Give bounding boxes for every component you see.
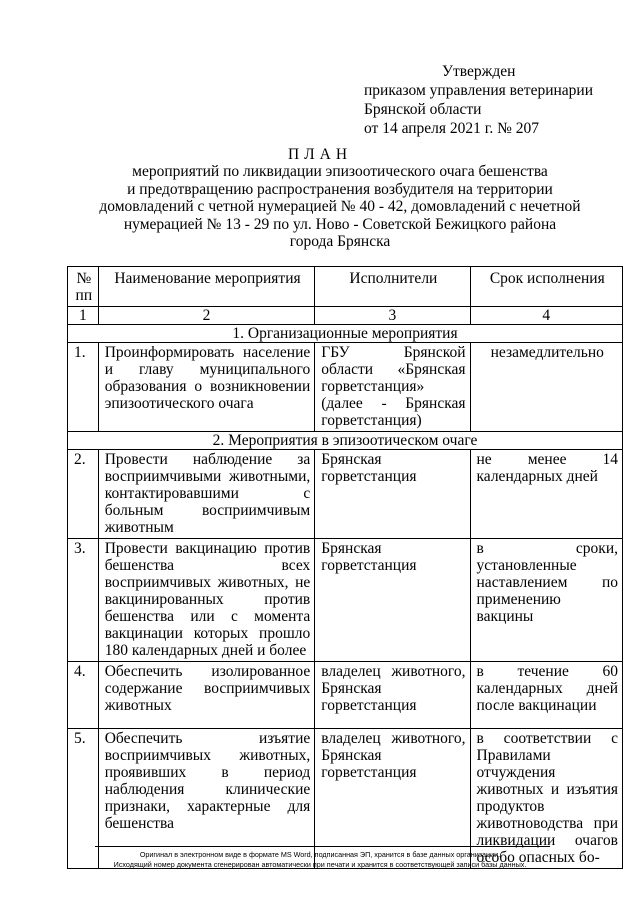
- plan-description-line: и предотвращению распространения возбудителя на территории: [127, 180, 553, 198]
- table-row: [68, 343, 623, 432]
- row-action: Проинформировать население и главу муниципального образования о возникновении эпизоотического очага: [98, 343, 315, 432]
- footer-line: Исходящий номер документа сгенерирован автоматически при печати и хранится в соответствующей записи базы данных.: [113, 859, 527, 869]
- row-action: Обеспечить изъятие восприимчивых животных, проявивших в период наблюдения клинические признаки, характерные для бешенства: [98, 729, 315, 869]
- column-number: 4: [470, 307, 622, 325]
- approval-block: [364, 62, 593, 138]
- section-row: [68, 432, 623, 450]
- row-executor: владелец животного, Брянская горветстанция: [315, 729, 470, 869]
- row-action: Провести вакцинацию против бешенства всех восприимчивых животных, не вакцинированных против бешенства или с момента вакцинации которых прошло 180 календарных дней и более: [98, 539, 315, 662]
- column-number: 2: [98, 307, 315, 325]
- header-cell-number: № пп: [68, 267, 99, 307]
- row-number: 2.: [68, 450, 99, 539]
- row-deadline: не менее 14 календарных дней: [470, 450, 622, 539]
- plan-description-line: нумерацией № 13 - 29 по ул. Ново - Советской Бежицкого района: [123, 215, 557, 233]
- header-cell-executor: Исполнители: [315, 267, 470, 307]
- row-number: 3.: [68, 539, 99, 662]
- row-executor: Брянская горветстанция: [315, 539, 470, 662]
- plan-description-line: города Брянска: [289, 233, 391, 250]
- approval-title: Утвержден: [442, 63, 516, 80]
- column-number: 1: [68, 307, 99, 325]
- row-number: 1.: [68, 343, 99, 432]
- row-number: 5.: [68, 729, 99, 869]
- column-number: 3: [315, 307, 470, 325]
- column-number-row: [68, 307, 623, 325]
- row-deadline: в течение 60 календарных дней после вакцинации: [470, 662, 622, 729]
- section-title: 1. Организационные мероприятия: [68, 325, 623, 343]
- row-action: Обеспечить изолированное содержание восприимчивых животных: [98, 662, 315, 729]
- header-cell-deadline: Срок исполнения: [470, 267, 622, 307]
- plan-title: ПЛАН: [287, 146, 353, 163]
- row-number: 4.: [68, 662, 99, 729]
- table-row: [68, 662, 623, 729]
- footer-note: [0, 850, 640, 869]
- row-executor: ГБУ Брянской области «Брянская горветстанция» (далее - Брянская горветстанция): [315, 343, 470, 432]
- approval-line: приказом управления ветеринарии: [364, 82, 594, 99]
- table-row: [68, 729, 623, 869]
- footer-line: Оригинал в электронном виде в формате MS Word, подписанная ЭП, хранится в базе данных организации.: [139, 850, 501, 859]
- row-deadline: в сроки, установленные наставлением по применению вакцины: [470, 539, 622, 662]
- plan-description: [95, 163, 585, 251]
- table-row: [68, 539, 623, 662]
- plan-description-line: мероприятий по ликвидации эпизоотического очага бешенства: [132, 163, 548, 180]
- plan-table: [67, 266, 623, 869]
- footer-divider: [95, 846, 550, 847]
- row-executor: владелец животного, Брянская горветстанция: [315, 662, 470, 729]
- row-deadline: незамедлительно: [470, 343, 622, 432]
- row-executor: Брянская горветстанция: [315, 450, 470, 539]
- section-row: [68, 325, 623, 343]
- table-row: [68, 450, 623, 539]
- row-action: Провести наблюдение за восприимчивыми животными, контактировавшими с больным восприимчивым животным: [98, 450, 315, 539]
- approval-line: от 14 апреля 2021 г. № 207: [364, 120, 540, 137]
- header-cell-action: Наименование мероприятия: [98, 267, 315, 307]
- plan-description-line: домовладений с четной нумерацией № 40 - 42, домовладений с нечетной: [99, 198, 581, 215]
- table-header-row: [68, 267, 623, 307]
- approval-line: Брянской области: [364, 101, 482, 118]
- row-deadline: в соответствии с Правилами отчуждения животных и изъятия продуктов животноводства при ликвидации очагов особо опасных бо-: [470, 729, 622, 869]
- section-title: 2. Мероприятия в эпизоотическом очаге: [68, 432, 623, 450]
